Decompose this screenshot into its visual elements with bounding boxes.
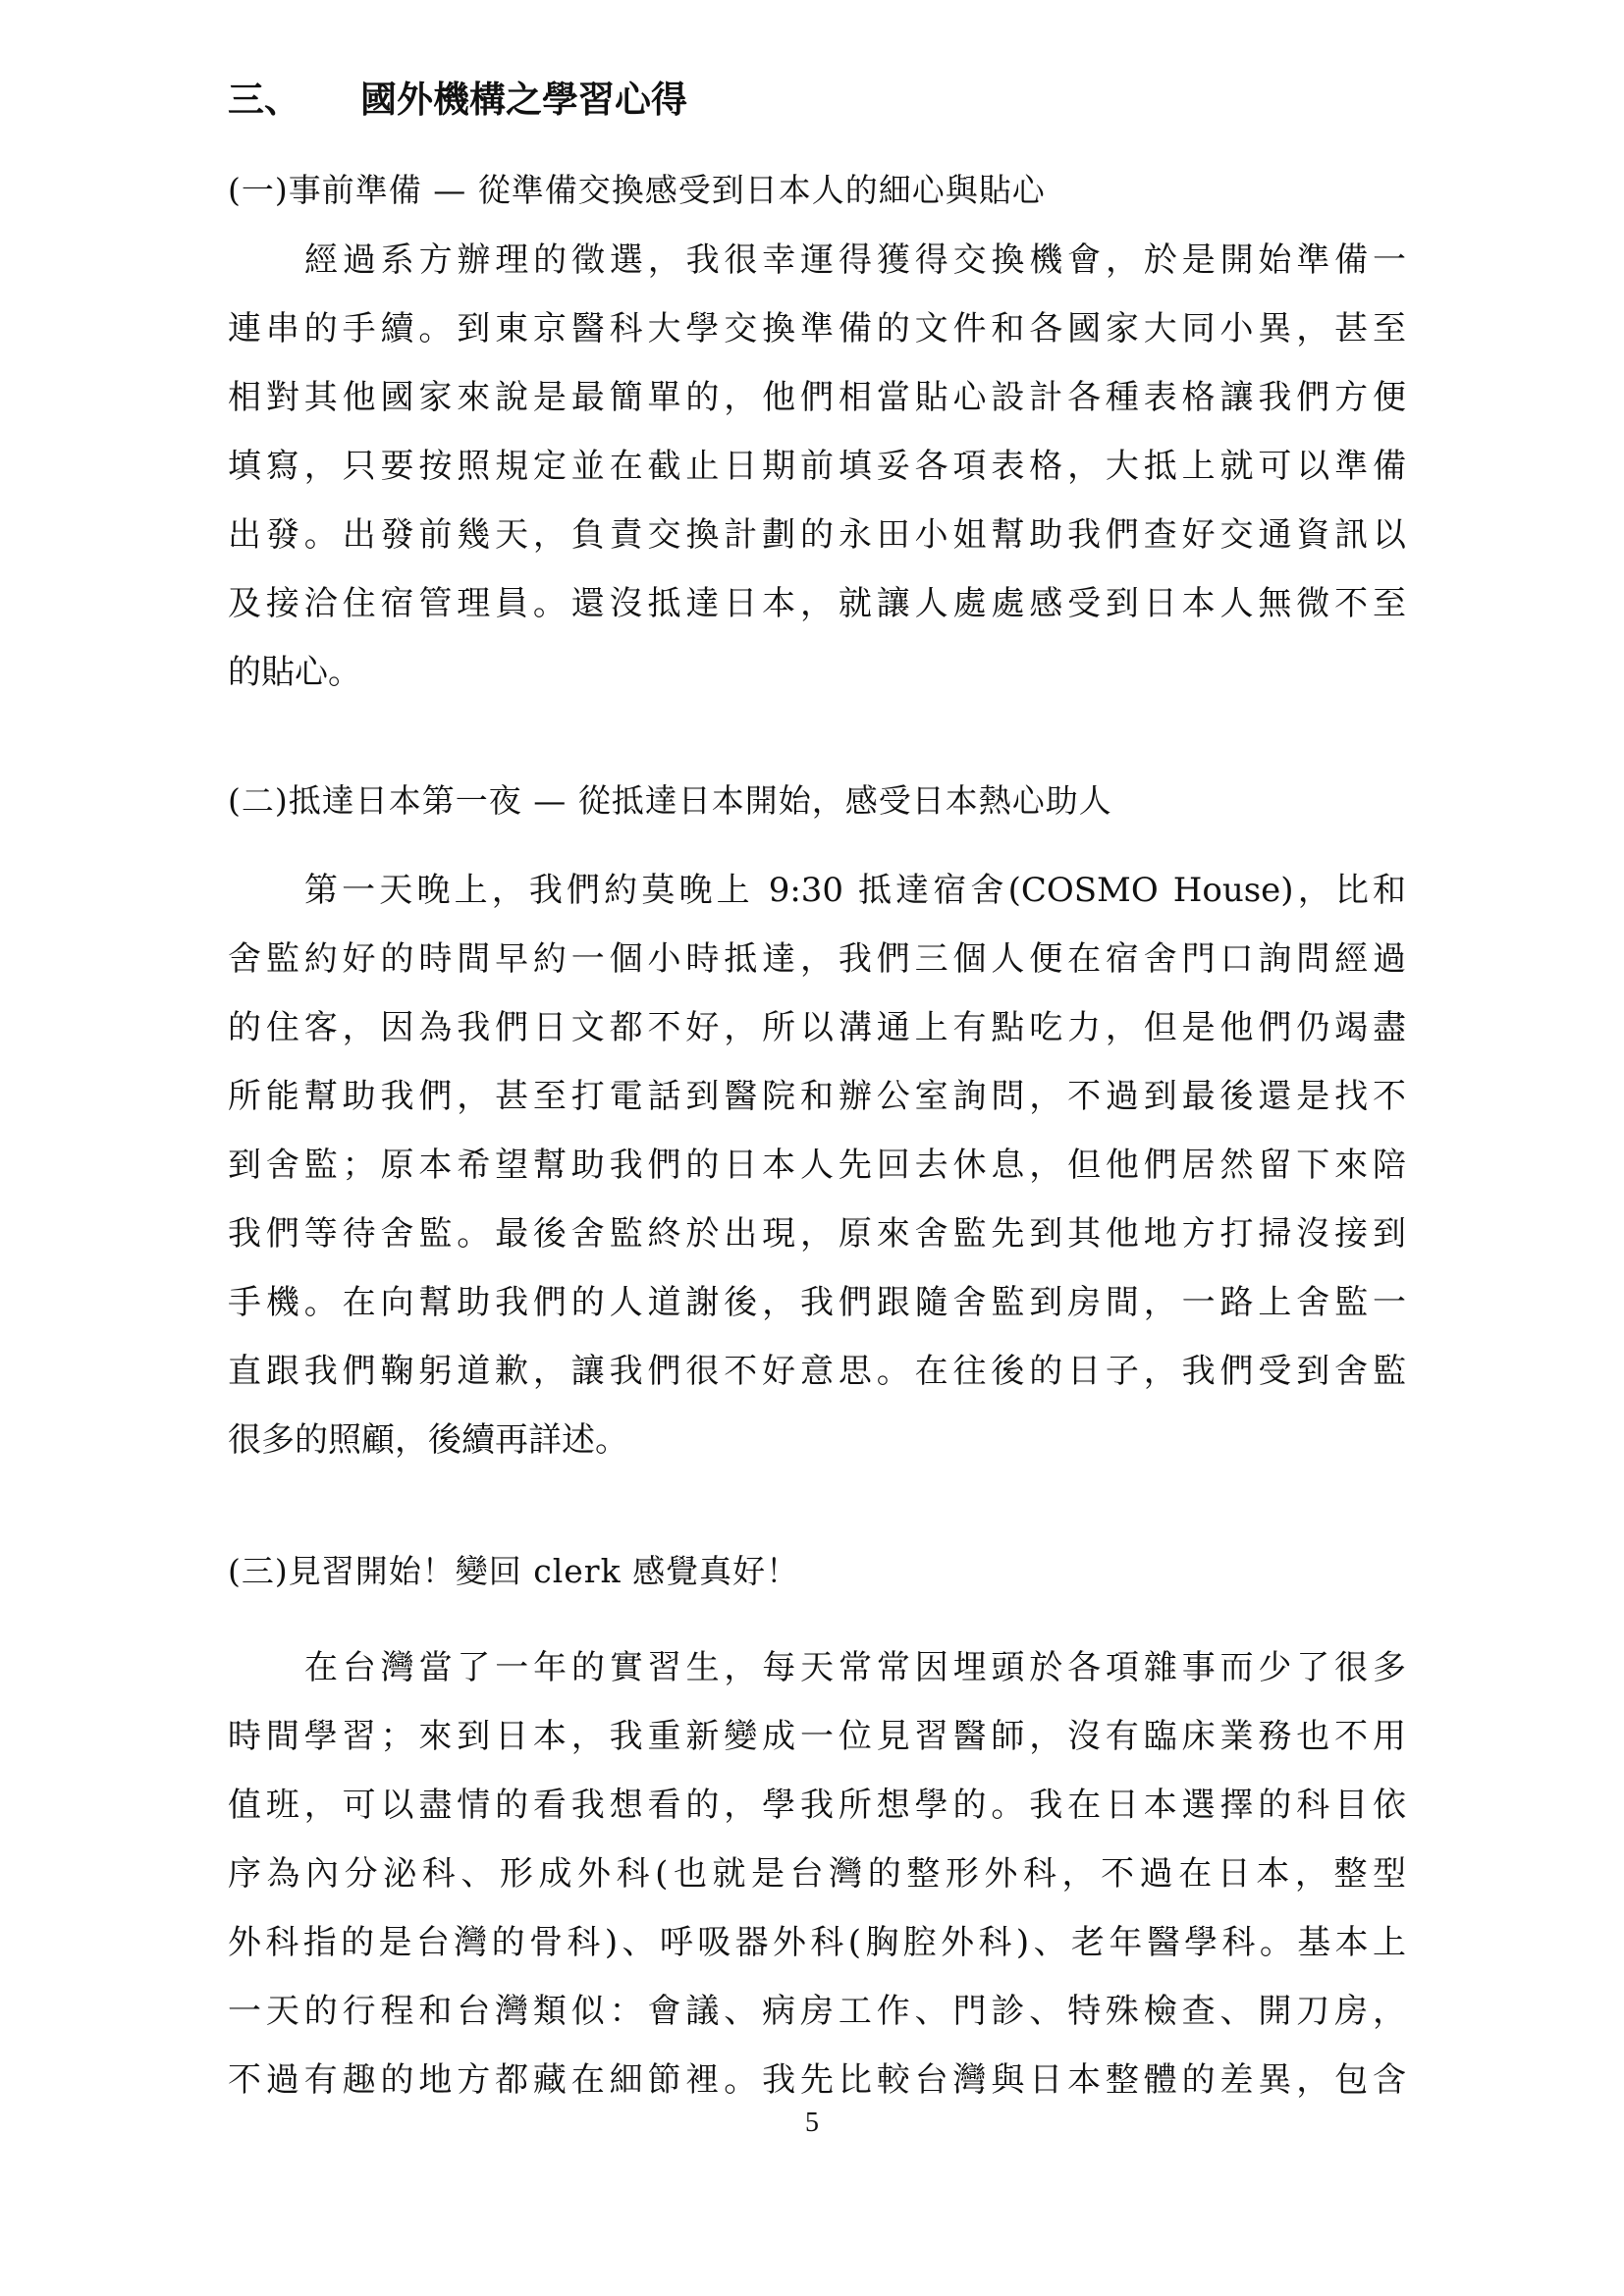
section-title: (一)事前準備 — 從準備交換感受到日本人的細心與貼心 (228, 171, 1046, 209)
paragraph-line: 舍監約好的時間早約一個小時抵達，我們三個人便在宿舍門口詢問經過 (228, 939, 1406, 979)
section-paragraph (228, 1633, 1406, 2114)
paragraph-line: 直跟我們鞠躬道歉，讓我們很不好意思。在往後的日子，我們受到舍監 (228, 1352, 1406, 1391)
paragraph-line: 時間學習；來到日本，我重新變成一位見習醫師，沒有臨床業務也不用 (228, 1717, 1406, 1756)
paragraph-line: 經過系方辦理的徵選，我很幸運得獲得交換機會，於是開始準備一 (304, 240, 1406, 280)
chapter-title: 國外機構之學習心得 (360, 79, 687, 121)
paragraph-line: 及接洽住宿管理員。還沒抵達日本，就讓人處處感受到日本人無微不至 (228, 584, 1406, 623)
paragraph-line: 連串的手續。到東京醫科大學交換準備的文件和各國家大同小異，甚至 (228, 309, 1406, 348)
section-paragraph (228, 856, 1406, 1474)
paragraph-line: 所能幫助我們，甚至打電話到醫院和辦公室詢問，不過到最後還是找不 (228, 1077, 1406, 1116)
paragraph-line: 我們等待舍監。最後舍監終於出現，原來舍監先到其他地方打掃沒接到 (228, 1214, 1406, 1254)
paragraph-line: 填寫，只要按照規定並在截止日期前填妥各項表格，大抵上就可以準備 (228, 447, 1406, 486)
section-title: (二)抵達日本第一夜 — 從抵達日本開始，感受日本熱心助人 (228, 781, 1112, 820)
chapter-number: 三、 (228, 79, 300, 121)
paragraph-line: 手機。在向幫助我們的人道謝後，我們跟隨舍監到房間，一路上舍監一 (228, 1283, 1406, 1322)
paragraph-line: 相對其他國家來說是最簡單的，他們相當貼心設計各種表格讓我們方便 (228, 378, 1406, 417)
page-number: 5 (805, 2108, 819, 2138)
section-paragraph (228, 226, 1406, 707)
paragraph-line: 序為內分泌科、形成外科(也就是台灣的整形外科，不過在日本，整型 (228, 1854, 1406, 1894)
paragraph-line: 第一天晚上，我們約莫晚上 9:30 抵達宿舍(COSMO House)，比和 (304, 871, 1406, 910)
paragraph-line: 不過有趣的地方都藏在細節裡。我先比較台灣與日本整體的差異，包含 (228, 2060, 1406, 2100)
section-title: (三)見習開始！變回 clerk 感覺真好！ (228, 1552, 800, 1590)
paragraph-line: 在台灣當了一年的實習生，每天常常因埋頭於各項雜事而少了很多 (304, 1648, 1406, 1687)
paragraph-line: 一天的行程和台灣類似：會議、病房工作、門診、特殊檢查、開刀房， (228, 1992, 1406, 2031)
paragraph-line: 的貼心。 (228, 653, 361, 692)
paragraph-line: 值班，可以盡情的看我想看的，學我所想學的。我在日本選擇的科目依 (228, 1786, 1406, 1825)
chapter-heading (228, 71, 687, 130)
paragraph-line: 到舍監；原本希望幫助我們的日本人先回去休息，但他們居然留下來陪 (228, 1146, 1406, 1185)
paragraph-line: 出發。出發前幾天，負責交換計劃的永田小姐幫助我們查好交通資訊以 (228, 515, 1406, 555)
paragraph-line: 很多的照顧，後續再詳述。 (228, 1420, 628, 1460)
paragraph-line: 的住客，因為我們日文都不好，所以溝通上有點吃力，但是他們仍竭盡 (228, 1008, 1406, 1047)
paragraph-line: 外科指的是台灣的骨科)、呼吸器外科(胸腔外科)、老年醫學科。基本上 (228, 1923, 1406, 1962)
